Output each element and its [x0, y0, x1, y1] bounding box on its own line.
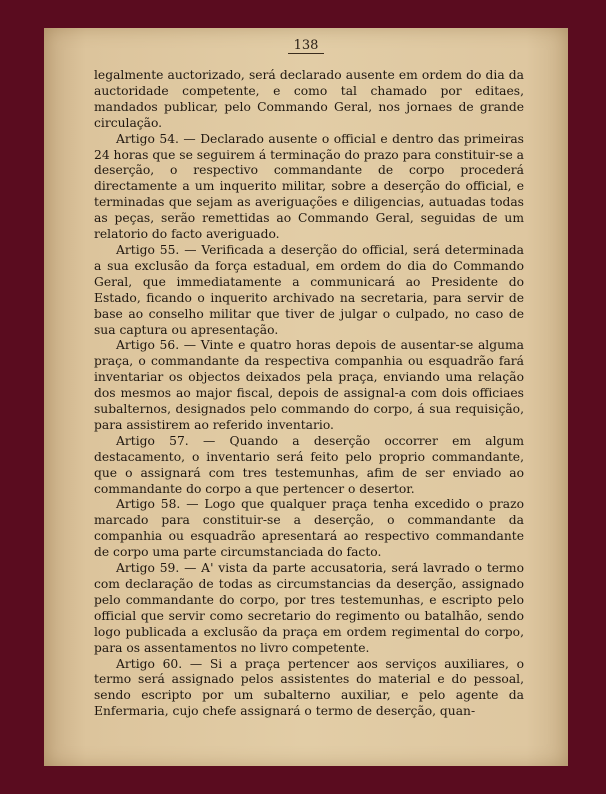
paragraph-artigo-54: Artigo 54. — Declarado ausente o official e dentro das primeiras 24 horas que se seguirem á terminação do prazo para constituir-se a deserção, o respectivo commandante de corpo procederá directamente a um inquerito militar, sobre a deserção do official, e terminadas que sejam as averiguações e diligencias, autuadas todas as peças, serão remettidas ao Commando Geral, seguidas de um relatorio do facto averiguado.	[94, 131, 524, 242]
paragraph-artigo-55: Artigo 55. — Verificada a deserção do official, será determinada a sua exclusão da força estadual, em ordem do dia do Commando Geral, que immediatamente a communicará ao Presidente do Estado, ficando o inquerito archivado na secretaria, para servir de base ao conselho militar que tiver de julgar o culpado, no caso de sua captura ou apresentação.	[94, 242, 524, 337]
paragraph-artigo-56: Artigo 56. — Vinte e quatro horas depois de ausentar-se alguma praça, o commandante da respectiva companhia ou esquadrão fará inventariar os objectos deixados pela praça, enviando uma relação dos mesmos ao major fiscal, depois de assignal-a com dois officiaes subalternos, designados pelo commando do corpo, á sua requisição, para assistirem ao referido inventario.	[94, 338, 524, 432]
page-number-label: 138	[288, 38, 325, 54]
paragraph-continuation: legalmente auctorizado, será declarado ausente em ordem do dia da auctoridade competente, e como tal chamado por editaes, mandados publicar, pelo Commando Geral, nos jornaes de grande circulação.	[94, 68, 524, 130]
paragraph-artigo-59: Artigo 59. — A' vista da parte accusatoria, será lavrado o termo com declaração de todas as circumstancias da deserção, assignado pelo commandante do corpo, por tres testemunhas, e escripto pelo official que servir como secretario do regimento ou batalhão, sendo logo publicada a exclusão da praça em ordem regimental do corpo, para os assentamentos no livro competente.	[94, 561, 524, 655]
page-number	[44, 38, 568, 54]
paragraph-artigo-60: Artigo 60. — Si a praça pertencer aos serviços auxiliares, o termo será assignado pelos assistentes do material e do pessoal, sendo escripto por um subalterno auxiliar, e pelo agente da Enfermaria, cujo chefe assignará o termo de deserção, quan-	[94, 656, 524, 719]
paragraph-artigo-58: Artigo 58. — Logo que qualquer praça tenha excedido o prazo marcado para constituir-se a deserção, o commandante da companhia ou esquadrão apresentará ao respectivo commandante de corpo uma parte circumstanciada do facto.	[94, 497, 524, 560]
page-body	[94, 68, 524, 720]
paragraph-artigo-57: Artigo 57. — Quando a deserção occorrer em algum destacamento, o inventario será feito pelo proprio commandante, que o assignará com tres testemunhas, afim de ser enviado ao commandante do corpo a que pertencer o desertor.	[94, 433, 524, 496]
book-page	[44, 28, 568, 766]
